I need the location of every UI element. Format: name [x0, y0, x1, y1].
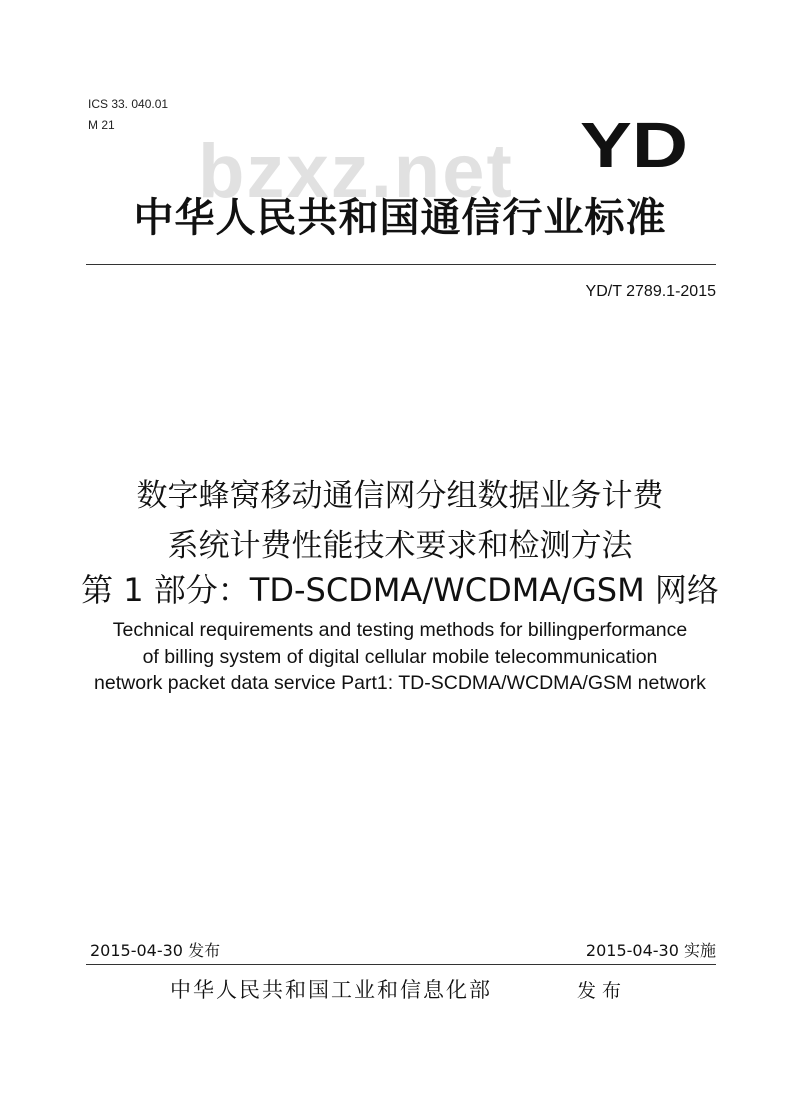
- publish-label: 发布: [577, 980, 628, 1002]
- title-zh-line-1: 数字蜂窝移动通信网分组数据业务计费: [136, 478, 664, 514]
- classification-code: M 21: [88, 118, 115, 132]
- issue-date: 2015-04-30 发布: [90, 941, 221, 960]
- title-en-line-3: network packet data service Part1: TD-SCDMA/WCDMA/GSM network: [94, 672, 706, 694]
- publisher: 中华人民共和国工业和信息化部: [170, 978, 492, 1002]
- standard-number: YD/T 2789.1-2015: [585, 283, 716, 300]
- footer-divider: [86, 964, 716, 965]
- title-zh-line-3: 第 1 部分：TD-SCDMA/WCDMA/GSM 网络: [81, 571, 719, 609]
- title-en-line-2: of billing system of digital cellular mobile telecommunication: [142, 646, 658, 668]
- title-en-line-1: Technical requirements and testing methods for billingperformance: [112, 619, 688, 641]
- title-zh-line-2: 系统计费性能技术要求和检测方法: [167, 528, 633, 564]
- header-divider: [86, 264, 716, 265]
- standard-title: 中华人民共和国通信行业标准: [133, 195, 667, 241]
- implementation-date: 2015-04-30 实施: [585, 941, 716, 960]
- yd-logo: [578, 112, 690, 174]
- ics-code: ICS 33. 040.01: [88, 97, 169, 111]
- logo-text: YD: [580, 112, 688, 174]
- watermark: bzxz.net: [198, 129, 514, 214]
